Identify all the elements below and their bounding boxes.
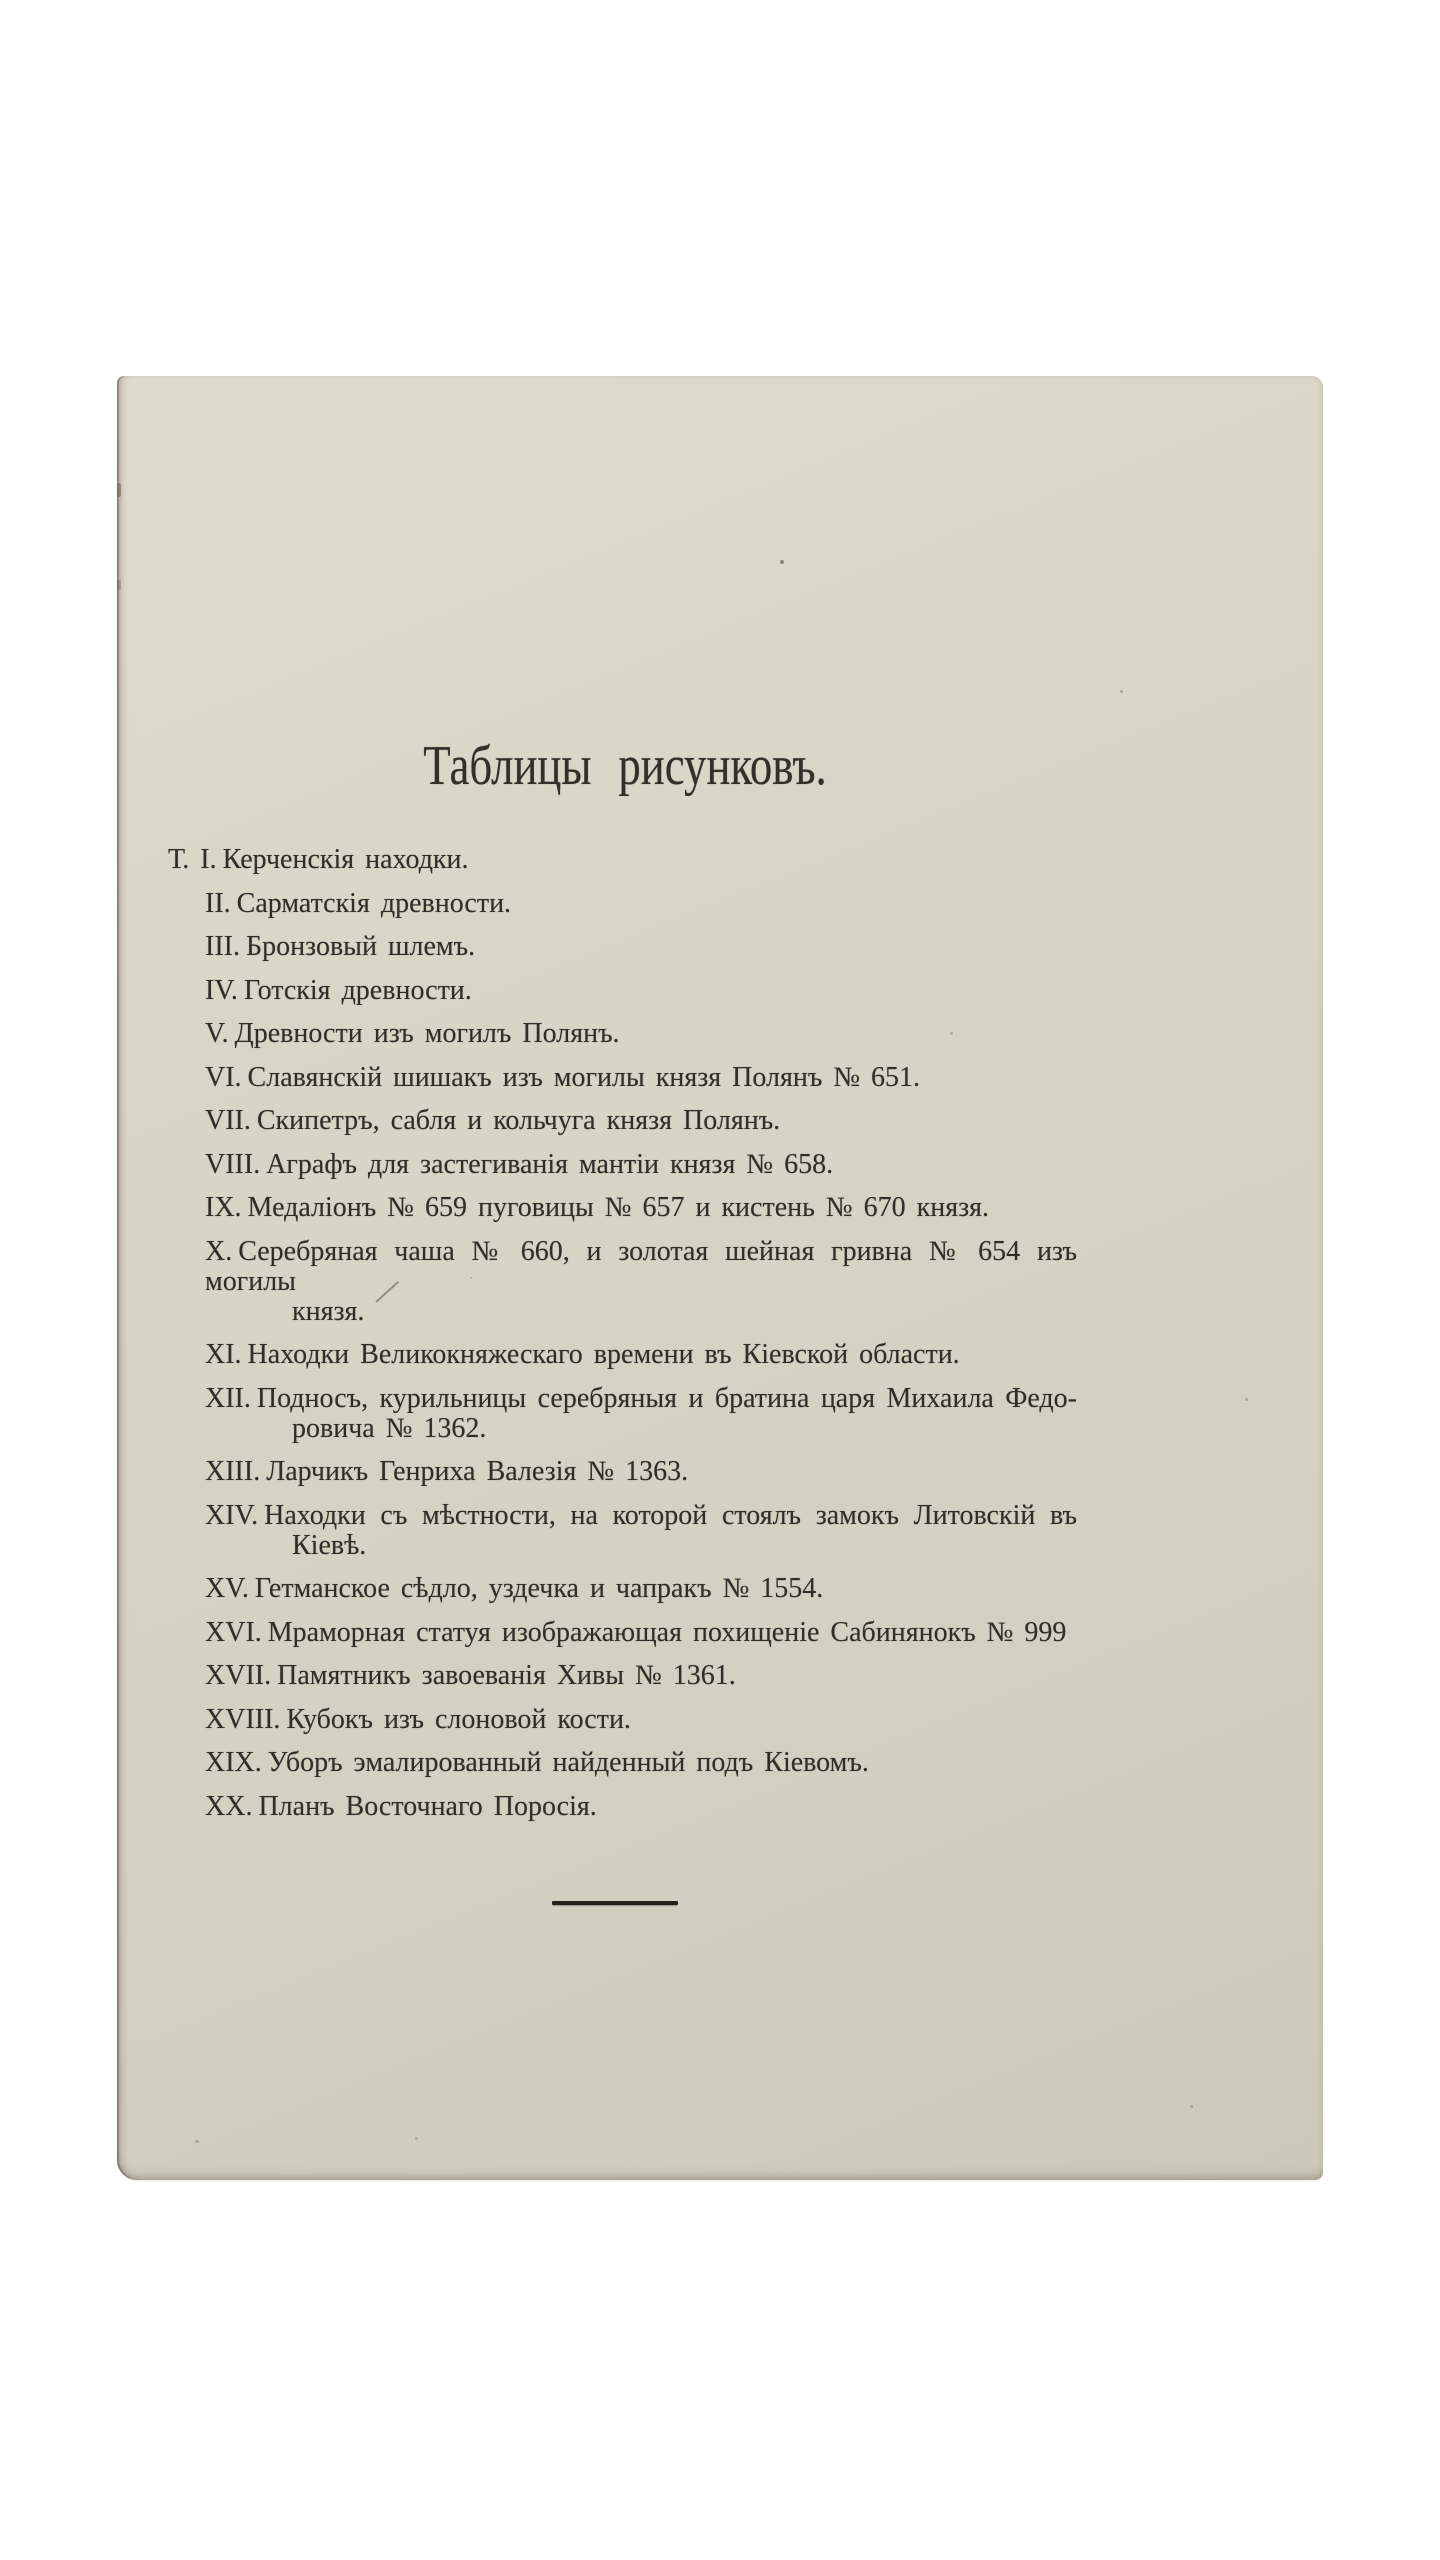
item-text: Керченскія находки. xyxy=(222,844,469,875)
page-edge-nick xyxy=(117,483,121,497)
item-numeral: XII. xyxy=(205,1382,251,1414)
item-numeral: XX. xyxy=(205,1790,253,1822)
item-text: Мраморная статуя изображающая похищеніе Сабинянокъ № 999 xyxy=(267,1616,1067,1648)
page-title: Таблицы рисунковъ. xyxy=(423,735,827,797)
ink-speck xyxy=(1120,690,1123,693)
list-item xyxy=(205,976,1077,1006)
item-text-continued: Кіевѣ. xyxy=(292,1529,367,1561)
item-numeral: IV. xyxy=(205,974,238,1006)
plates-list xyxy=(168,844,1077,1835)
list-item xyxy=(205,1106,1077,1136)
list-item xyxy=(205,1150,1077,1180)
list-item xyxy=(205,1063,1077,1093)
item-text: Ларчикъ Генриха Валезія № 1363. xyxy=(266,1456,689,1487)
ink-speck xyxy=(1245,1398,1248,1401)
book-page xyxy=(117,376,1323,2180)
list-item xyxy=(205,1237,1077,1327)
list-item xyxy=(205,1501,1077,1561)
list-item xyxy=(168,844,1077,875)
item-text: Сарматскія древности. xyxy=(236,887,512,919)
page-edge-nick xyxy=(117,580,121,590)
item-text: Бронзовый шлемъ. xyxy=(245,931,476,962)
item-numeral: IX. xyxy=(205,1192,242,1223)
item-numeral: VIII. xyxy=(205,1148,261,1180)
list-item xyxy=(205,1661,1077,1691)
item-numeral: XVIII. xyxy=(205,1703,281,1735)
item-numeral: VI. xyxy=(205,1061,242,1093)
item-text: Подносъ, курильницы серебряныя и братина царя Михаила Федо- xyxy=(256,1382,1077,1414)
ink-speck xyxy=(470,1277,472,1279)
ink-speck xyxy=(780,560,784,564)
item-text: Уборъ эмалированный найденный подъ Кіевомъ. xyxy=(267,1747,869,1778)
item-text: Медаліонъ № 659 пуговицы № 657 и кистень № 670 князя. xyxy=(247,1192,990,1223)
item-text: Находки съ мѣстности, на которой стоялъ замокъ Литовскій въ xyxy=(264,1499,1077,1531)
ink-speck xyxy=(415,2137,418,2140)
item-numeral: V. xyxy=(205,1018,229,1049)
item-numeral: X. xyxy=(205,1235,233,1267)
list-item xyxy=(205,1748,1077,1778)
list-item xyxy=(205,1193,1077,1223)
item-text: Готскія древности. xyxy=(243,974,472,1006)
list-item xyxy=(205,1574,1077,1604)
list-item xyxy=(205,1618,1077,1648)
item-text: Планъ Восточнаго Поросія. xyxy=(258,1790,597,1822)
item-text: Гетманское сѣдло, уздечка и чапракъ № 1554. xyxy=(254,1573,824,1604)
ink-speck xyxy=(1190,2105,1193,2108)
item-numeral: XI. xyxy=(205,1339,242,1370)
item-numeral: Т. I. xyxy=(168,844,217,875)
list-item xyxy=(205,1792,1077,1822)
item-numeral: VII. xyxy=(205,1105,251,1136)
item-text: Древности изъ могилъ Полянъ. xyxy=(234,1018,620,1049)
item-text-continued: князя. xyxy=(292,1295,365,1327)
item-numeral: XIX. xyxy=(205,1747,262,1778)
item-text: Скипетръ, сабля и кольчуга князя Полянъ. xyxy=(256,1105,781,1136)
list-item xyxy=(205,1705,1077,1735)
ink-speck xyxy=(950,1032,953,1035)
item-numeral: XV. xyxy=(205,1573,249,1604)
list-item xyxy=(205,1340,1077,1370)
item-numeral: III. xyxy=(205,931,240,962)
item-numeral: XIII. xyxy=(205,1456,261,1487)
ink-speck xyxy=(195,2140,199,2143)
item-text: Находки Великокняжескаго времени въ Кіевской области. xyxy=(247,1339,960,1370)
list-item xyxy=(205,1384,1077,1444)
list-item xyxy=(205,1457,1077,1487)
item-text: Памятникъ завоеванія Хивы № 1361. xyxy=(277,1660,736,1691)
list-item xyxy=(205,932,1077,962)
item-text-continued: ровича № 1362. xyxy=(292,1412,487,1444)
item-numeral: XVII. xyxy=(205,1660,272,1691)
item-text: Кубокъ изъ слоновой кости. xyxy=(286,1703,631,1735)
item-numeral: XVI. xyxy=(205,1616,262,1648)
list-item xyxy=(205,1019,1077,1049)
item-text: Славянскій шишакъ изъ могилы князя Полянъ № 651. xyxy=(247,1061,921,1093)
list-item xyxy=(205,889,1077,919)
item-text: Аграфъ для застегиванія мантіи князя № 658. xyxy=(266,1148,834,1180)
item-numeral: XIV. xyxy=(205,1499,259,1531)
item-numeral: II. xyxy=(205,887,231,919)
section-divider xyxy=(552,1901,678,1905)
item-text: Серебряная чаша № 660, и золотая шейная гривна № 654 изъ могилы xyxy=(205,1235,1077,1297)
